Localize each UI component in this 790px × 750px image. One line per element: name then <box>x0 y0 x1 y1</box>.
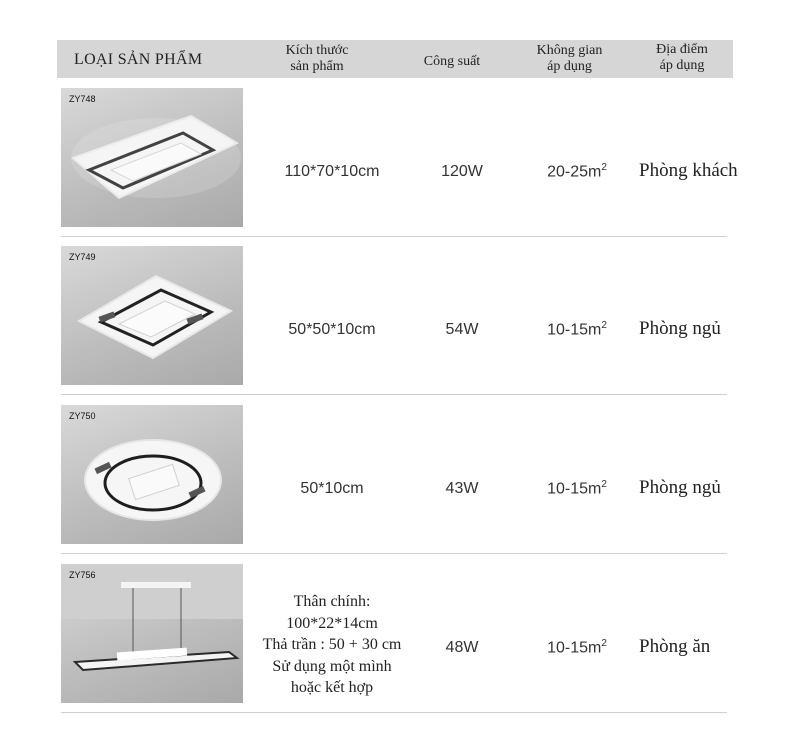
row-divider <box>61 712 727 713</box>
row-divider <box>61 394 727 395</box>
rectangular-lamp-illustration <box>61 88 243 227</box>
space-unit-sup: 2 <box>601 638 607 649</box>
table-row <box>57 555 727 713</box>
product-space <box>527 320 627 339</box>
pendant-lamp-illustration <box>61 564 243 703</box>
round-lamp-illustration <box>61 405 243 544</box>
size-line: 100*22*14cm <box>286 614 378 632</box>
space-unit-sup: 2 <box>601 320 607 331</box>
space-value: 10-15m <box>547 480 602 498</box>
product-code: ZY749 <box>69 252 96 262</box>
header-place <box>632 42 732 74</box>
product-image <box>61 564 243 703</box>
product-place: Phòng ngủ <box>639 477 721 498</box>
space-value: 10-15m <box>547 321 602 339</box>
space-unit-sup: 2 <box>601 162 607 173</box>
size-line: Thân chính: <box>293 593 371 610</box>
header-space-line2: áp dụng <box>547 59 592 74</box>
space-value: 10-15m <box>547 639 602 657</box>
header-size <box>262 43 372 75</box>
header-power: Công suất <box>423 54 481 69</box>
product-size: 50*10cm <box>300 480 364 497</box>
header-size-line2: sản phẩm <box>290 59 344 74</box>
size-line: Thả trần : 50 + 30 cm <box>262 636 402 653</box>
product-power: 48W <box>445 639 479 656</box>
product-code: ZY756 <box>69 570 96 580</box>
product-power: 43W <box>445 480 479 497</box>
row-divider <box>61 553 727 554</box>
product-power: 54W <box>445 321 479 338</box>
space-unit-sup: 2 <box>601 479 607 490</box>
product-image <box>61 88 243 227</box>
header-space-line1: Không gian <box>536 43 603 58</box>
table-row <box>57 237 727 395</box>
product-image <box>61 246 243 385</box>
space-value: 20-25m <box>547 163 602 181</box>
header-size-line1: Kích thước <box>285 43 349 58</box>
product-space <box>527 479 627 498</box>
product-size: 110*70*10cm <box>284 163 380 180</box>
table-row <box>57 79 738 237</box>
product-code: ZY748 <box>69 94 96 104</box>
header-place-line1: Địa điểm <box>656 42 708 57</box>
product-size: 50*50*10cm <box>288 321 376 338</box>
product-place: Phòng ngủ <box>639 318 721 339</box>
size-line: Sử dụng một mình <box>272 657 392 675</box>
product-code: ZY750 <box>69 411 96 421</box>
product-place: Phòng ăn <box>639 636 711 657</box>
product-space <box>527 638 627 657</box>
square-lamp-illustration <box>61 246 243 385</box>
product-power: 120W <box>441 163 483 180</box>
header-product-type: LOẠI SẢN PHẨM <box>74 51 203 68</box>
table-row <box>57 396 727 554</box>
product-space <box>527 162 627 181</box>
product-place: Phòng khách <box>639 160 738 181</box>
product-size <box>247 591 417 699</box>
header-place-line2: áp dụng <box>659 58 705 73</box>
table-header <box>57 40 733 78</box>
header-space <box>522 43 617 75</box>
size-line: hoặc kết hợp <box>290 679 374 696</box>
product-image <box>61 405 243 544</box>
